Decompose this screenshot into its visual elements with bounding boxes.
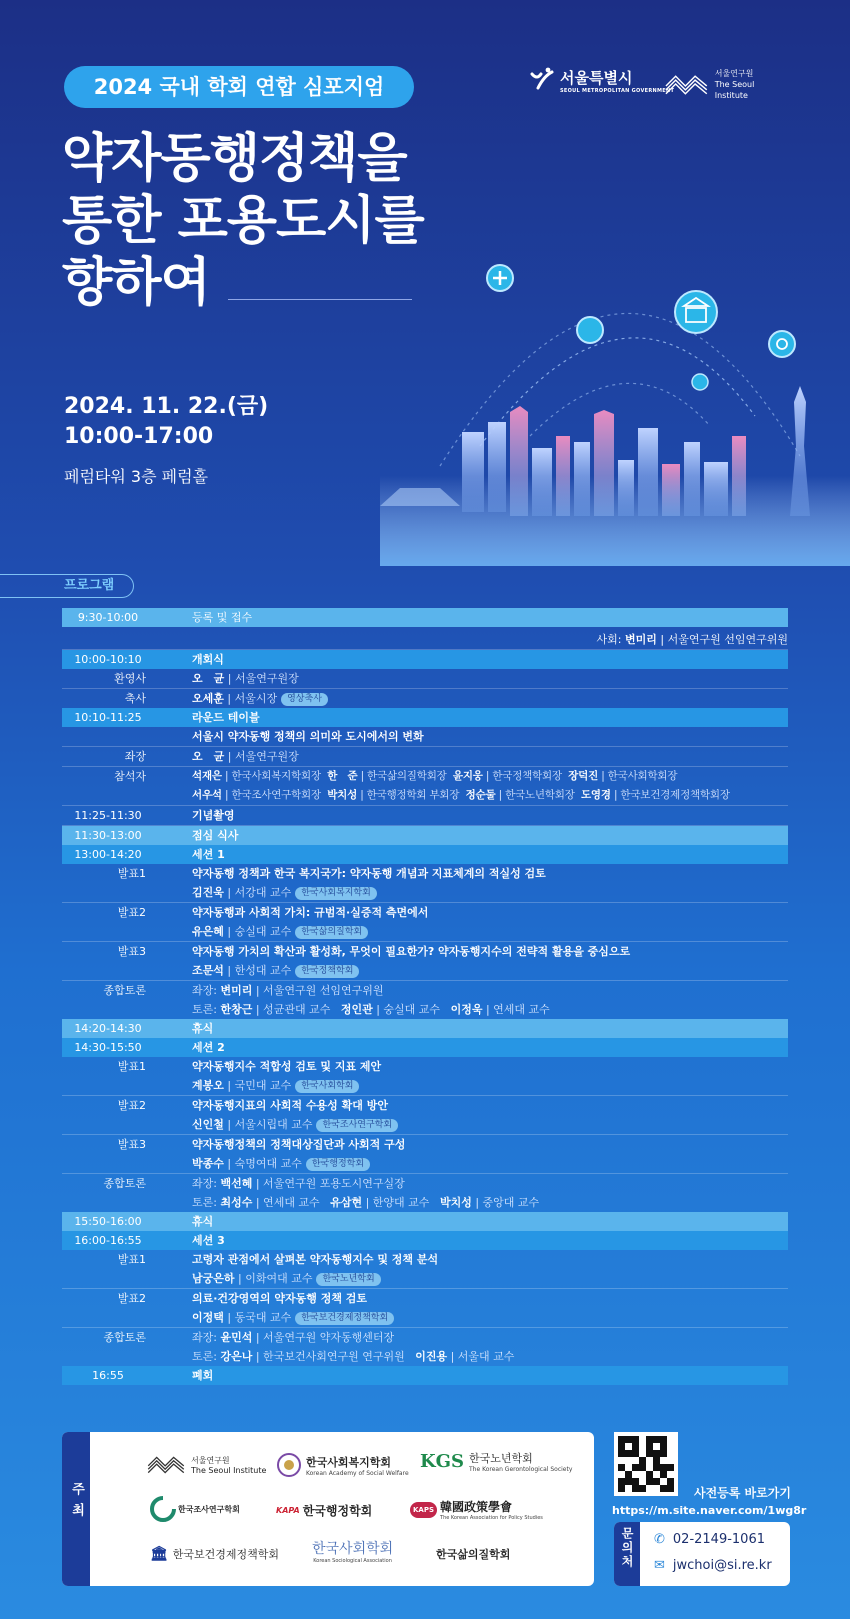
schedule-row: 13:00-14:20 세션 1 [62, 845, 788, 864]
schedule-row: 발표2 약자동행과 사회적 가치: 규범적·실증적 측면에서 유은혜 | 숭실대 교수 한국삶의질학회 [62, 903, 788, 942]
schedule-row: 16:55 폐회 [62, 1366, 788, 1385]
schedule-row: 10:00-10:10 개회식 [62, 650, 788, 669]
si-logo-en: The Seoul Institute [714, 80, 755, 100]
kasw-emblem-icon [276, 1452, 302, 1478]
moderator-row: 사회: 변미리 | 서울연구원 선임연구위원 [62, 627, 788, 650]
contact-phone-row [654, 1532, 765, 1547]
schedule-row: 16:00-16:55 세션 3 [62, 1231, 788, 1250]
event-venue: 페럼타워 3층 페럼홀 [64, 467, 208, 486]
phone-icon: ✆ [654, 1532, 665, 1547]
host-org-quality-of-life: 한국삶의질학회 [436, 1548, 511, 1561]
schedule-row: 좌장 오 균 | 서울연구원장 [62, 747, 788, 767]
seoul-institute-icon [664, 72, 709, 98]
host-org-seoul-institute: 서울연구원 The Seoul Institute [146, 1454, 266, 1476]
schedule-row: 종합토론 좌장: 변미리 | 서울연구원 선임연구위원 토론: 한창근 | 성균관대 교수 정인관 | 숭실대 교수 이정욱 | 연세대 교수 [103, 984, 550, 1016]
schedule-row: 종합토론 좌장: 윤민석 | 서울연구원 약자동행센터장 토론: 강은나 | 한국보건사회연구원 연구위원 이진용 | 서울대 교수 [103, 1331, 515, 1363]
seoul-institute-icon [146, 1454, 186, 1476]
schedule-row: 참석자 석재은 | 한국사회복지학회장 한 준 | 한국삶의질학회장 윤지웅 | 한국정책학회장 장덕진 | 한국사회학회장 서우석 | 한국조사연구학회장 박치성 | 한국행정학회 부회장 정순둘 | 한국노년학회장 도영경 | 한국보건경제정책학회장 [62, 767, 788, 806]
schedule-row: 14:30-15:50 세션 2 [62, 1038, 788, 1057]
schedule-row: 10:10-11:25 라운드 테이블 [62, 708, 788, 727]
pillar-building-icon: 🏛 [150, 1546, 168, 1562]
target-icon [769, 331, 795, 357]
main-title [62, 128, 424, 314]
schedule-row: 종합토론 좌장: 백선혜 | 서울연구원 포용도시연구실장 토론: 최성수 | 연세대 교수 유삼현 | 한양대 교수 박치성 | 중앙대 교수 [103, 1177, 540, 1209]
schedule-row: 환영사 오 균 | 서울연구원장 [62, 669, 788, 689]
title-line-2: 통한 포용도시를 [62, 191, 424, 251]
schedule-row: 15:50-16:00 휴식 [62, 1212, 788, 1231]
host-organizations [62, 1432, 594, 1586]
event-time: 10:00-17:00 [64, 424, 214, 449]
video-message-tag: 영상축사 [281, 693, 328, 706]
schedule-row: 발표1 약자동행지수 적합성 검토 및 지표 제안 계봉오 | 국민대 교수 한국사회학회 [62, 1057, 788, 1096]
event-date: 2024. 11. 22.(금) [64, 394, 269, 419]
host-org-public-admin: KAPA 한국행정학회 [276, 1504, 373, 1518]
schedule-row: 서울시 약자동행 정책의 의미와 도시에서의 변화 [62, 727, 788, 747]
seoul-logo-text: 서울특별시 [560, 68, 633, 87]
schedule-row: 발표2 의료·건강영역의 약자동행 정책 검토 이정택 | 동국대 교수 한국보건경제정책학회 [62, 1289, 788, 1328]
event-datetime [64, 392, 268, 452]
title-line-3: 향하여 [62, 253, 210, 313]
registration-url[interactable]: https://m.site.naver.com/1wg8r [612, 1504, 807, 1517]
mail-icon: ✉ [654, 1558, 665, 1573]
seoul-city-logo [528, 66, 674, 94]
host-org-policy-studies: KAPS 韓國政策學會 The Korean Association for Policy Studies [410, 1498, 543, 1521]
host-org-social-welfare: 한국사회복지학회 Korean Academy of Social Welfare [276, 1452, 409, 1478]
title-line-1: 약자동행정책을 [62, 129, 407, 189]
ksra-emblem-icon [150, 1496, 176, 1522]
seoul-institute-logo [664, 68, 788, 101]
contact-email-row [654, 1558, 772, 1573]
program-schedule [62, 608, 788, 1385]
contact-box [614, 1522, 790, 1586]
schedule-row: 발표2 약자동행지표의 사회적 수용성 확대 방안 신인철 | 서울시립대 교수 한국조사연구학회 [62, 1096, 788, 1135]
contact-phone[interactable]: 02-2149-1061 [672, 1532, 765, 1547]
schedule-row: 11:25-11:30 기념촬영 [62, 806, 788, 826]
caregiver-icon [577, 317, 603, 343]
schedule-row: 발표3 약자동행 가치의 확산과 활성화, 무엇이 필요한가? 약자동행지수의 전략적 활용을 중심으로 조문석 | 한성대 교수 한국정책학회 [62, 942, 788, 981]
host-org-survey-research: 한국조사연구학회 [150, 1496, 240, 1522]
registration-link-label[interactable]: 사전등록 바로가기 [694, 1486, 791, 1500]
program-label: 프로그램 [0, 574, 134, 598]
host-org-sociology: 한국사회학회 Korean Sociological Association [312, 1541, 394, 1564]
top-logos [528, 66, 788, 102]
event-badge: 2024 국내 학회 연합 심포지엄 [64, 66, 414, 108]
scale-icon [692, 374, 708, 390]
host-org-health-economics: 🏛 한국보건경제정책학회 [150, 1546, 280, 1562]
contact-label: 문의처 [614, 1522, 640, 1586]
schedule-row: 11:30-13:00 점심 식사 [62, 826, 788, 845]
contact-email[interactable]: jwchoi@si.re.kr [672, 1558, 772, 1573]
schedule-row: 14:20-14:30 휴식 [62, 1019, 788, 1038]
host-label: 주최 [62, 1432, 90, 1586]
registration-qr-code[interactable] [614, 1432, 678, 1496]
schedule-row: 발표1 고령자 관점에서 살펴본 약자동행지수 및 정책 분석 남궁은하 | 이화여대 교수 한국노년학회 [62, 1250, 788, 1289]
schedule-row: 발표1 약자동행 정책과 한국 복지국가: 약자동행 개념과 지표체계의 적실성 검토 김진욱 | 서강대 교수 한국사회복지학회 [62, 864, 788, 903]
city-skyline-illustration [380, 226, 850, 566]
schedule-row: 발표3 약자동행정책의 정책대상집단과 사회적 구성 박종수 | 숙명여대 교수 한국행정학회 [62, 1135, 788, 1174]
seoul-logo-icon [528, 66, 556, 94]
schedule-row: 9:30-10:00 등록 및 접수 [62, 608, 788, 627]
si-logo-ko: 서울연구원 [714, 69, 754, 78]
schedule-row: 축사 오세훈 | 서울시장 영상축사 [62, 689, 788, 708]
seoul-logo-en: SEOUL METROPOLITAN GOVERNMENT [560, 87, 675, 94]
host-org-gerontology: KGS 한국노년학회 The Korean Gerontological Society [420, 1451, 573, 1473]
